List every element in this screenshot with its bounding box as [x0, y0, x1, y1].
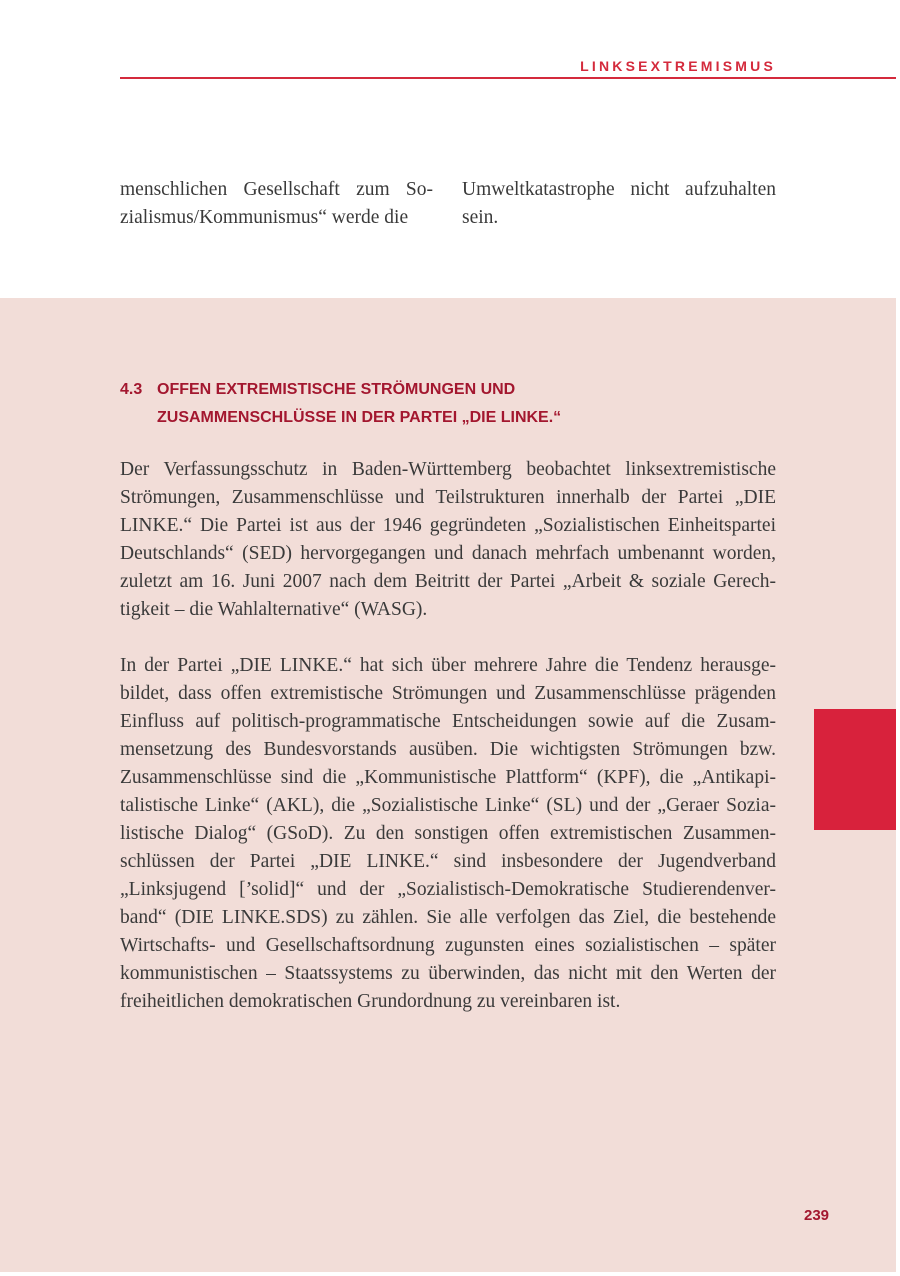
- chapter-thumb-tab: [814, 709, 896, 830]
- text-line: Einfluss auf politisch-programmatische Entscheidungen sowie auf die Zusam-: [120, 711, 776, 732]
- text-line: bildet, dass offen extremistische Strömungen und Zusammenschlüsse prägenden: [120, 683, 776, 704]
- section-number: 4.3: [120, 381, 143, 398]
- text-line: zialismus/Kommunismus“ werde die: [120, 207, 409, 228]
- running-header: LINKSEXTREMISMUS: [580, 58, 776, 74]
- text-line: kommunistischen – Staatssystems zu überwinden, das nicht mit den Werten der: [120, 963, 776, 984]
- text-line: menschlichen Gesellschaft zum So-: [120, 179, 433, 200]
- paragraph-2: [120, 652, 776, 1016]
- text-line: zuletzt am 16. Juni 2007 nach dem Beitritt der Partei „Arbeit & soziale Gerech-: [120, 571, 776, 592]
- text-line: schlüssen der Partei „DIE LINKE.“ sind insbesondere der Jugendverband: [120, 851, 776, 872]
- text-line: „Linksjugend [’solid]“ und der „Sozialistisch-Demokratische Studierendenver-: [120, 879, 776, 900]
- paragraph-1: [120, 456, 776, 624]
- text-line: Strömungen, Zusammenschlüsse und Teilstrukturen innerhalb der Partei „DIE: [120, 487, 776, 508]
- text-line: Der Verfassungsschutz in Baden-Württemberg beobachtet linksextremistische: [120, 459, 776, 480]
- text-line: tigkeit – die Wahlalternative“ (WASG).: [120, 599, 428, 620]
- text-line: listische Dialog“ (GSoD). Zu den sonstigen offen extremistischen Zusammen-: [120, 823, 776, 844]
- header-rule: [120, 77, 896, 79]
- section-title-line1: OFFEN EXTREMISTISCHE STRÖMUNGEN UND: [157, 381, 516, 398]
- text-line: band“ (DIE LINKE.SDS) zu zählen. Sie alle verfolgen das Ziel, die bestehende: [120, 907, 776, 928]
- text-line: In der Partei „DIE LINKE.“ hat sich über mehrere Jahre die Tendenz herausge-: [120, 655, 776, 676]
- top-column-right: [462, 176, 776, 232]
- text-line: talistische Linke“ (AKL), die „Sozialistische Linke“ (SL) und der „Geraer Sozia-: [120, 795, 776, 816]
- text-line: Umweltkatastrophe nicht aufzuhalten: [462, 179, 776, 200]
- section-title-line2: ZUSAMMENSCHLÜSSE IN DER PARTEI „DIE LINKE.“: [157, 409, 562, 426]
- text-line: mensetzung des Bundesvorstands ausüben. Die wichtigsten Strömungen bzw.: [120, 739, 776, 760]
- page-number: 239: [804, 1207, 830, 1224]
- section-heading: [120, 376, 561, 432]
- text-line: sein.: [462, 207, 499, 228]
- top-column-left: [120, 176, 433, 232]
- text-line: Wirtschafts- und Gesellschaftsordnung zugunsten eines sozialistischen – später: [120, 935, 776, 956]
- text-line: Zusammenschlüsse sind die „Kommunistische Plattform“ (KPF), die „Antikapi-: [120, 767, 776, 788]
- text-line: LINKE.“ Die Partei ist aus der 1946 gegründeten „Sozialistischen Einheitspartei: [120, 515, 776, 536]
- text-line: Deutschlands“ (SED) hervorgegangen und danach mehrfach umbenannt worden,: [120, 543, 776, 564]
- text-line: freiheitlichen demokratischen Grundordnung zu vereinbaren ist.: [120, 991, 621, 1012]
